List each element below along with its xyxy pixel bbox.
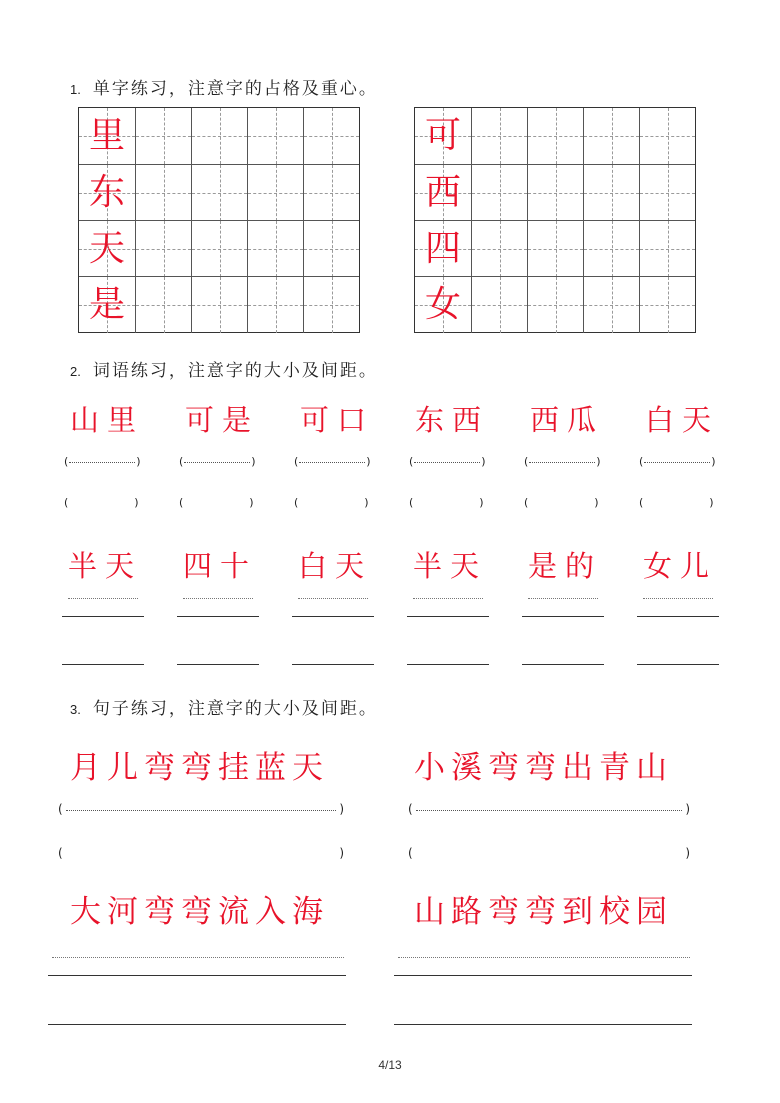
grid-row bbox=[415, 220, 695, 277]
pinyin-blank-dotted[interactable] bbox=[639, 455, 716, 468]
model-character-cell bbox=[79, 221, 135, 277]
model-sentence: 月儿弯弯挂蓝天 bbox=[70, 750, 329, 786]
dotted-guide bbox=[299, 462, 365, 463]
model-word: 半天 bbox=[413, 549, 488, 583]
practice-cell[interactable] bbox=[639, 165, 695, 221]
close-paren: ) bbox=[249, 496, 254, 509]
model-character: 是 bbox=[88, 284, 125, 325]
section-2-heading bbox=[70, 356, 378, 381]
page-number: 4/13 bbox=[378, 1058, 402, 1072]
dotted-guide bbox=[298, 598, 368, 599]
pinyin-blank[interactable] bbox=[409, 496, 484, 509]
section-3-number: 3. bbox=[70, 702, 81, 717]
model-character-cell bbox=[415, 221, 471, 277]
writing-line[interactable] bbox=[522, 664, 604, 665]
pinyin-blank[interactable] bbox=[408, 846, 690, 862]
model-word: 山里 bbox=[70, 403, 145, 437]
practice-cell[interactable] bbox=[583, 277, 639, 333]
pinyin-blank[interactable] bbox=[64, 496, 139, 509]
close-paren: ) bbox=[481, 455, 486, 468]
practice-cell[interactable] bbox=[471, 108, 527, 164]
section-2-title: 词语练习，注意字的大小及间距。 bbox=[92, 361, 378, 381]
close-paren: ) bbox=[136, 455, 141, 468]
writing-line[interactable] bbox=[394, 1024, 692, 1025]
close-paren: ) bbox=[339, 846, 344, 860]
grid-row bbox=[415, 108, 695, 164]
practice-cell[interactable] bbox=[247, 221, 303, 277]
practice-cell[interactable] bbox=[303, 221, 359, 277]
model-sentence: 大河弯弯流入海 bbox=[70, 894, 329, 930]
practice-cell[interactable] bbox=[639, 108, 695, 164]
close-paren: ) bbox=[364, 496, 369, 509]
section-1-number: 1. bbox=[70, 82, 81, 97]
practice-cell[interactable] bbox=[303, 165, 359, 221]
practice-cell[interactable] bbox=[471, 277, 527, 333]
grid-row bbox=[79, 276, 359, 333]
dotted-guide bbox=[416, 810, 682, 811]
model-character-cell bbox=[415, 165, 471, 221]
practice-cell[interactable] bbox=[247, 108, 303, 164]
section-1-heading bbox=[70, 74, 378, 99]
open-paren: ( bbox=[639, 455, 644, 468]
practice-cell[interactable] bbox=[471, 221, 527, 277]
pinyin-blank-dotted[interactable] bbox=[64, 455, 141, 468]
model-word: 是的 bbox=[528, 549, 603, 583]
model-character: 女 bbox=[424, 284, 461, 325]
pinyin-blank-dotted[interactable] bbox=[294, 455, 371, 468]
dotted-guide bbox=[68, 598, 138, 599]
grid-row bbox=[415, 276, 695, 333]
close-paren: ) bbox=[251, 455, 256, 468]
practice-cell[interactable] bbox=[583, 108, 639, 164]
writing-line[interactable] bbox=[62, 664, 144, 665]
model-character-cell bbox=[79, 165, 135, 221]
dotted-guide bbox=[66, 810, 336, 811]
open-paren: ( bbox=[294, 455, 299, 468]
model-word: 东西 bbox=[415, 403, 490, 437]
pinyin-blank-dotted[interactable] bbox=[408, 802, 690, 818]
model-word: 可口 bbox=[300, 403, 375, 437]
practice-cell[interactable] bbox=[527, 277, 583, 333]
practice-cell[interactable] bbox=[135, 165, 191, 221]
model-word: 白天 bbox=[645, 403, 720, 437]
close-paren: ) bbox=[711, 455, 716, 468]
close-paren: ) bbox=[709, 496, 714, 509]
open-paren: ( bbox=[58, 802, 63, 816]
dotted-guide bbox=[52, 957, 344, 958]
writing-line[interactable] bbox=[177, 664, 259, 665]
dotted-guide bbox=[413, 598, 483, 599]
close-paren: ) bbox=[594, 496, 599, 509]
pinyin-blank[interactable] bbox=[179, 496, 254, 509]
open-paren: ( bbox=[639, 496, 644, 509]
pinyin-blank-dotted[interactable] bbox=[524, 455, 601, 468]
practice-cell[interactable] bbox=[135, 277, 191, 333]
baseline bbox=[177, 616, 259, 617]
dotted-guide bbox=[183, 598, 253, 599]
model-character-cell bbox=[79, 277, 135, 333]
pinyin-blank-dotted[interactable] bbox=[179, 455, 256, 468]
pinyin-blank[interactable] bbox=[639, 496, 714, 509]
pinyin-blank[interactable] bbox=[58, 846, 344, 862]
model-character-cell bbox=[79, 108, 135, 164]
close-paren: ) bbox=[596, 455, 601, 468]
pinyin-blank[interactable] bbox=[294, 496, 369, 509]
practice-cell[interactable] bbox=[527, 221, 583, 277]
model-character: 可 bbox=[424, 115, 461, 156]
grid-row bbox=[79, 164, 359, 221]
model-character-cell bbox=[415, 108, 471, 164]
grid-row bbox=[79, 108, 359, 164]
pinyin-blank-dotted[interactable] bbox=[409, 455, 486, 468]
writing-line[interactable] bbox=[48, 1024, 346, 1025]
dotted-guide bbox=[643, 598, 713, 599]
model-character-cell bbox=[415, 277, 471, 333]
writing-line[interactable] bbox=[394, 975, 692, 976]
open-paren: ( bbox=[179, 496, 184, 509]
model-word: 白天 bbox=[298, 549, 373, 583]
practice-cell[interactable] bbox=[639, 277, 695, 333]
open-paren: ( bbox=[64, 496, 69, 509]
model-sentence: 小溪弯弯出青山 bbox=[414, 750, 673, 786]
close-paren: ) bbox=[134, 496, 139, 509]
practice-cell[interactable] bbox=[191, 108, 247, 164]
baseline bbox=[522, 616, 604, 617]
section-1-title: 单字练习，注意字的占格及重心。 bbox=[92, 79, 378, 99]
open-paren: ( bbox=[524, 496, 529, 509]
close-paren: ) bbox=[339, 802, 344, 816]
open-paren: ( bbox=[408, 846, 413, 860]
model-word: 女儿 bbox=[643, 549, 718, 583]
baseline bbox=[637, 616, 719, 617]
practice-cell[interactable] bbox=[527, 108, 583, 164]
grid-row bbox=[79, 220, 359, 277]
practice-cell[interactable] bbox=[247, 165, 303, 221]
open-paren: ( bbox=[58, 846, 63, 860]
dotted-guide bbox=[398, 957, 690, 958]
practice-cell[interactable] bbox=[191, 277, 247, 333]
practice-cell[interactable] bbox=[303, 108, 359, 164]
character-grid-right bbox=[414, 107, 696, 333]
baseline bbox=[292, 616, 374, 617]
practice-cell[interactable] bbox=[303, 277, 359, 333]
close-paren: ) bbox=[366, 455, 371, 468]
pinyin-blank-dotted[interactable] bbox=[58, 802, 344, 818]
dotted-guide bbox=[414, 462, 480, 463]
model-character: 东 bbox=[88, 172, 125, 213]
character-grid-left bbox=[78, 107, 360, 333]
model-word: 西瓜 bbox=[530, 403, 605, 437]
model-word: 可是 bbox=[185, 403, 260, 437]
model-word: 四十 bbox=[183, 549, 258, 583]
open-paren: ( bbox=[179, 455, 184, 468]
practice-cell[interactable] bbox=[583, 165, 639, 221]
section-3-title: 句子练习，注意字的大小及间距。 bbox=[92, 699, 378, 719]
practice-cell[interactable] bbox=[191, 165, 247, 221]
writing-line[interactable] bbox=[292, 664, 374, 665]
dotted-guide bbox=[529, 462, 595, 463]
writing-line[interactable] bbox=[407, 664, 489, 665]
close-paren: ) bbox=[479, 496, 484, 509]
model-sentence: 山路弯弯到校园 bbox=[414, 894, 673, 930]
open-paren: ( bbox=[409, 455, 414, 468]
model-word: 半天 bbox=[68, 549, 143, 583]
close-paren: ) bbox=[685, 802, 690, 816]
dotted-guide bbox=[644, 462, 710, 463]
grid-row bbox=[415, 164, 695, 221]
practice-cell[interactable] bbox=[135, 108, 191, 164]
practice-cell[interactable] bbox=[583, 221, 639, 277]
practice-cell[interactable] bbox=[471, 165, 527, 221]
dotted-guide bbox=[69, 462, 135, 463]
writing-line[interactable] bbox=[637, 664, 719, 665]
open-paren: ( bbox=[64, 455, 69, 468]
writing-line[interactable] bbox=[48, 975, 346, 976]
open-paren: ( bbox=[409, 496, 414, 509]
model-character: 西 bbox=[424, 172, 461, 213]
model-character: 天 bbox=[88, 228, 125, 269]
model-character: 四 bbox=[424, 228, 461, 269]
practice-cell[interactable] bbox=[135, 221, 191, 277]
open-paren: ( bbox=[408, 802, 413, 816]
dotted-guide bbox=[184, 462, 250, 463]
open-paren: ( bbox=[524, 455, 529, 468]
close-paren: ) bbox=[685, 846, 690, 860]
section-2-number: 2. bbox=[70, 364, 81, 379]
practice-cell[interactable] bbox=[247, 277, 303, 333]
practice-cell[interactable] bbox=[527, 165, 583, 221]
model-character: 里 bbox=[88, 115, 125, 156]
open-paren: ( bbox=[294, 496, 299, 509]
practice-cell[interactable] bbox=[191, 221, 247, 277]
baseline bbox=[407, 616, 489, 617]
baseline bbox=[62, 616, 144, 617]
practice-cell[interactable] bbox=[639, 221, 695, 277]
pinyin-blank[interactable] bbox=[524, 496, 599, 509]
section-3-heading bbox=[70, 694, 378, 719]
dotted-guide bbox=[528, 598, 598, 599]
